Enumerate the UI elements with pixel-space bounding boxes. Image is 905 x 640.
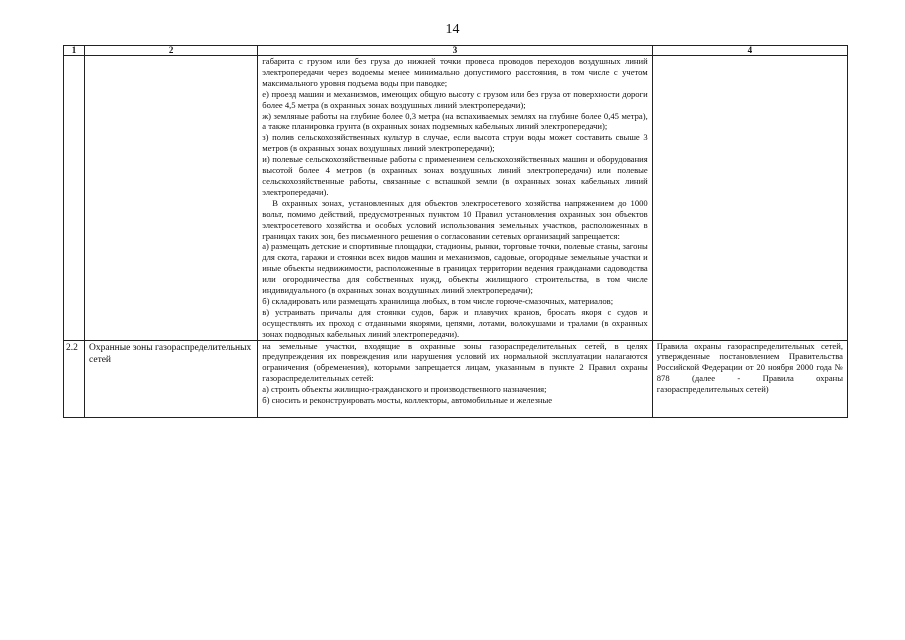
table-header-row xyxy=(64,46,848,56)
restriction-paragraph: и) полевые сельскохозяйственные работы с применением сельскохозяйственных машин и оборудования высотой более 4 метров (в охранных зонах воздушных линий электропередачи) или полевые сельскохозяйственные работы, связанные с вспашкой земли (в охранных зонах кабельных линий электропередачи). xyxy=(262,154,648,197)
table-row xyxy=(64,56,848,341)
restriction-paragraph: е) проезд машин и механизмов, имеющих общую высоту с грузом или без груза от поверхности дороги более 4,5 метра (в охранных зонах воздушных линий электропередачи); xyxy=(262,88,648,110)
zone-name-cell xyxy=(85,56,258,341)
restriction-paragraph: габарита с грузом или без груза до нижней точки провеса проводов переходов воздушных линий электропередачи через водоемы менее минимально допустимого расстояния, в том числе с учетом максимального уровня подъема воды при паводке; xyxy=(262,56,648,88)
restriction-paragraph: б) сносить и реконструировать мосты, коллекторы, автомобильные и железные xyxy=(262,395,553,406)
restriction-paragraph: а) строить объекты жилищно-гражданского и производственного назначения; xyxy=(262,384,547,395)
restriction-paragraph: В охранных зонах, установленных для объектов электросетевого хозяйства напряжением до 1000 вольт, помимо действий, предусмотренных пунктом 10 Правил установления охранных зон объектов электросетевого хозяйства и особых условий использования земельных участков, расположенных в границах таких зон, без письменного решения о согласовании сетевых организаций запрещается: xyxy=(262,197,648,241)
restrictions-cell xyxy=(258,56,653,341)
restriction-paragraph: а) размещать детские и спортивные площадки, стадионы, рынки, торговые точки, полевые станы, загоны для скота, гаражи и стоянки всех видов машин и механизмов, садовые, огородные земельные участки и иные объекты недвижимости, расположенные в границах территории ведения гражданами садоводства или огородничества для собственных нужд, объекты жилищного строительства, в том числе индивидуального (в охранных зонах воздушных линий электропередачи); xyxy=(262,241,648,296)
page-number: 14 xyxy=(445,22,460,37)
restriction-paragraph: б) складировать или размещать хранилища любых, в том числе горюче-смазочных, материалов; xyxy=(262,295,614,306)
restriction-paragraph: в) устраивать причалы для стоянки судов, барж и плавучих кранов, бросать якоря с судов и осуществлять их проход с отданными якорями, цепями, лотами, волокушами и тралами (в охранных зонах подводных кабельных линий электропередачи). xyxy=(262,306,648,339)
column-header-1: 1 xyxy=(64,46,85,56)
column-header-3: 3 xyxy=(258,46,653,56)
legal-reference-cell: Правила охраны газораспределительных сетей, утвержденные постановлением Правительства Российской Федерации от 20 ноября 2000 года № 878 (далее - Правила охраны газораспределительных сетей) xyxy=(652,340,847,417)
table-row xyxy=(64,340,848,417)
restriction-paragraph: з) полив сельскохозяйственных культур в случае, если высота струи воды может составить свыше 3 метров (в охранных зонах воздушных линий электропередачи); xyxy=(262,132,648,154)
column-header-4: 4 xyxy=(652,46,847,56)
legal-reference-cell xyxy=(652,56,847,341)
restriction-paragraph: ж) земляные работы на глубине более 0,3 метра (на вспахиваемых землях на глубине более 0,45 метра), а также планировка грунта (в охранных зонах подземных кабельных линий электропередачи); xyxy=(262,110,648,132)
document-table xyxy=(63,45,848,418)
zone-name-cell: Охранные зоны газораспределительных сетей xyxy=(85,340,258,417)
restriction-paragraph: на земельные участки, входящие в охранные зоны газораспределительных сетей, в целях предупреждения их повреждения или нарушения условий их нормальной эксплуатации налагаются ограничения (обременения), которыми запрещается лицам, указанным в пункте 2 Правил охраны газораспределительных сетей: xyxy=(262,340,648,384)
restrictions-cell xyxy=(258,340,653,417)
column-header-2: 2 xyxy=(85,46,258,56)
row-number-cell xyxy=(64,56,85,341)
row-number-cell: 2.2 xyxy=(64,340,85,417)
